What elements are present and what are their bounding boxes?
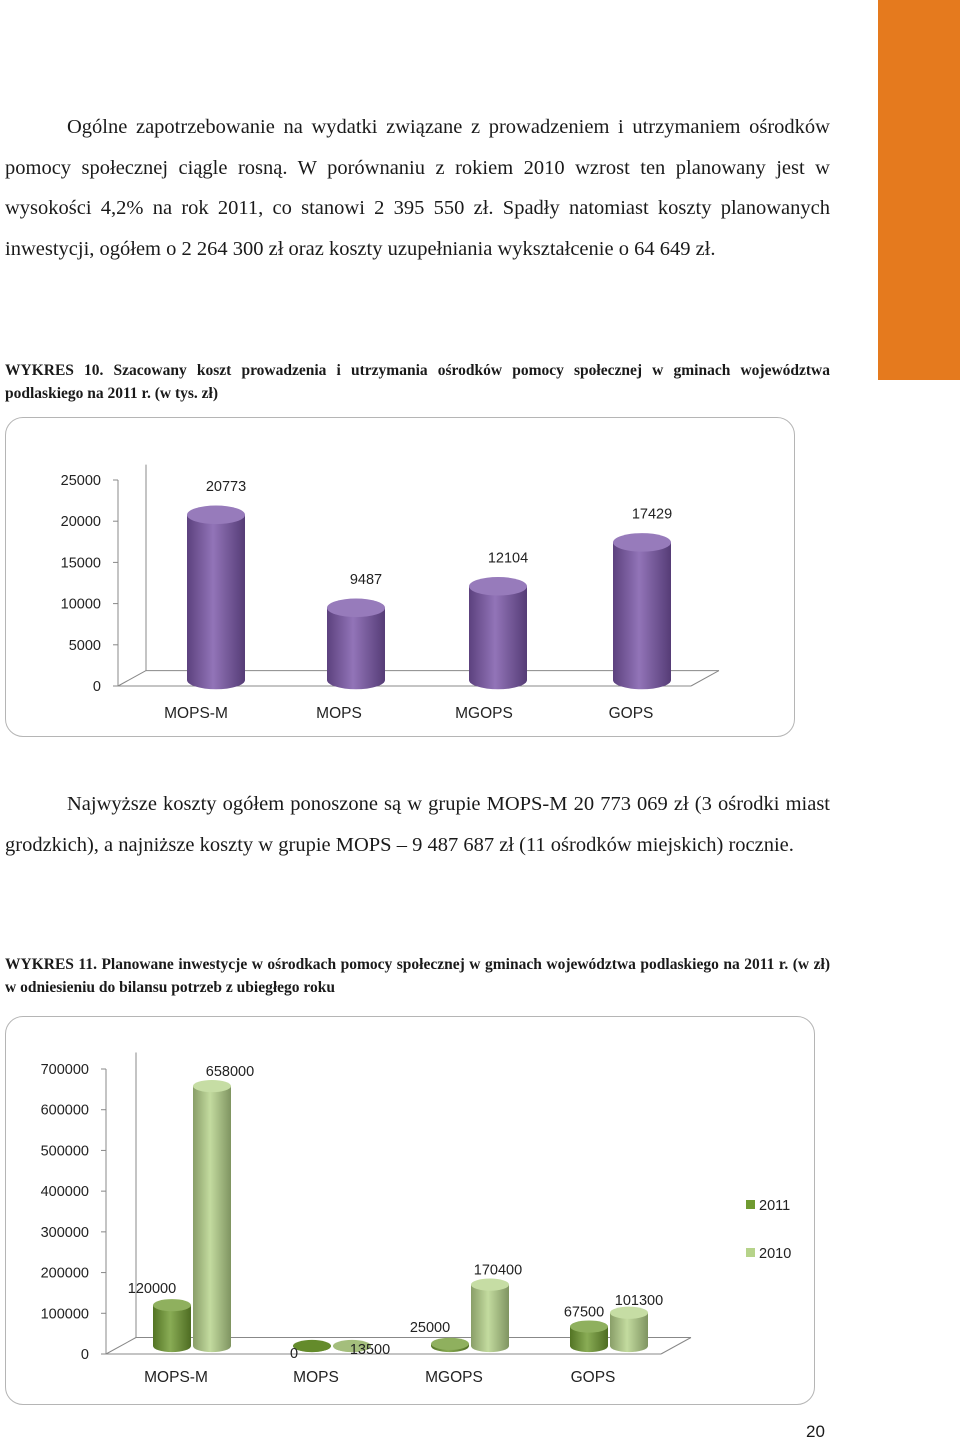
chart11-data-label-2011: 0 xyxy=(289,1346,299,1362)
chart11-bar-2010 xyxy=(471,1279,509,1353)
chart10-bar xyxy=(469,577,527,689)
chart10-data-label: 9487 xyxy=(349,571,383,588)
chart10-bar xyxy=(327,599,385,690)
chart11-bar-2011 xyxy=(431,1338,469,1352)
paragraph-costs-intro: Ogólne zapotrzebowanie na wydatki związane z prowadzeniem i utrzymaniem ośrodków pomocy społecznej ciągle rosną. W porównaniu z rokiem 2010 wzrost ten planowany jest w wysokości 4,2% na rok 2011, co stanowi 2 395 550 zł. Spadły natomiast koszty planowanych inwestycji, ogółem o 2 264 300 zł oraz koszty uzupełniania wykształcenie o 64 649 zł. xyxy=(5,116,830,260)
chart10-data-label: 12104 xyxy=(487,550,529,567)
chart10-ytick-label: 5000 xyxy=(68,637,101,654)
chart11-bar-2010 xyxy=(193,1080,231,1352)
chart11-data-label-2011: 25000 xyxy=(409,1319,451,1336)
chart11-caption: WYKRES 11. Planowane inwestycje w ośrodkach pomocy społecznej w gminach województwa podlaskiego na 2011 r. (w zł) w odniesieniu do bilansu potrzeb z ubiegłego roku xyxy=(5,956,830,996)
chart11-frame xyxy=(5,1016,815,1405)
paragraph-highest-costs: Najwyższe koszty ogółem ponoszone są w grupie MOPS-M 20 773 069 zł (3 ośrodki miast grodzkich), a najniższe koszty w grupie MOPS – 9 487 687 zł (11 ośrodków miejskich) rocznie. xyxy=(5,793,830,856)
chart10-bar xyxy=(187,506,245,690)
chart10-category-label: MOPS-M xyxy=(164,705,228,722)
chart11-bar-2011 xyxy=(570,1320,608,1352)
chart10-ytick-label: 10000 xyxy=(60,596,101,613)
chart10-category-label: MGOPS xyxy=(455,705,513,722)
chart11-data-label-2011: 120000 xyxy=(127,1281,177,1298)
chart11-ytick-label: 500000 xyxy=(40,1143,89,1160)
chart11-bar-2011 xyxy=(153,1299,191,1352)
chart11-ytick-label: 300000 xyxy=(40,1224,89,1241)
chart11-data-label-2011: 67500 xyxy=(563,1304,605,1321)
legend-swatch-2010 xyxy=(746,1248,755,1257)
legend-label-2010: 2010 xyxy=(759,1246,792,1262)
chart11-ytick-label: 200000 xyxy=(40,1265,89,1282)
chart11-bar-chart xyxy=(6,1017,814,1404)
chart10-frame xyxy=(5,417,795,737)
chart11-data-label-2010: 101300 xyxy=(614,1292,664,1309)
chart10-category-label: GOPS xyxy=(608,705,654,722)
chart11-data-label-2010: 170400 xyxy=(473,1262,523,1279)
chart10-category-label: MOPS xyxy=(316,705,362,722)
legend-label-2011: 2011 xyxy=(759,1198,791,1214)
chart11-bar-2010 xyxy=(610,1307,648,1352)
orange-side-tab xyxy=(878,0,960,380)
chart10-data-label: 20773 xyxy=(205,478,247,495)
chart11-category-label: MOPS xyxy=(293,1369,339,1386)
chart10-bar xyxy=(613,533,671,689)
chart11-legend xyxy=(746,1198,791,1262)
legend-swatch-2011 xyxy=(746,1200,755,1209)
chart10-caption: WYKRES 10. Szacowany koszt prowadzenia i utrzymania ośrodków pomocy społecznej w gminach województwa podlaskiego na 2011 r. (w tys. zł) xyxy=(5,362,830,402)
chart11-bar-2011 xyxy=(293,1340,331,1352)
chart10-bar-chart xyxy=(6,418,794,736)
chart10-ytick-label: 15000 xyxy=(60,555,101,572)
chart10-ytick-label: 20000 xyxy=(60,514,101,531)
chart11-ytick-label: 400000 xyxy=(40,1184,89,1201)
chart10-ytick-label: 0 xyxy=(92,679,101,695)
chart11-data-label-2010: 13500 xyxy=(349,1342,391,1358)
chart10-ytick-label: 25000 xyxy=(60,473,101,489)
chart11-data-label-2010: 658000 xyxy=(205,1064,255,1081)
chart11-ytick-label: 100000 xyxy=(40,1306,89,1323)
chart11-category-label: MGOPS xyxy=(425,1369,483,1386)
chart11-ytick-label: 600000 xyxy=(40,1102,89,1119)
chart11-ytick-label: 0 xyxy=(80,1347,89,1363)
chart10-data-label: 17429 xyxy=(631,506,673,523)
page-number: 20 xyxy=(806,1422,825,1441)
chart11-ytick-label: 700000 xyxy=(40,1062,89,1078)
chart11-category-label: MOPS-M xyxy=(144,1369,208,1386)
chart11-category-label: GOPS xyxy=(570,1369,616,1386)
